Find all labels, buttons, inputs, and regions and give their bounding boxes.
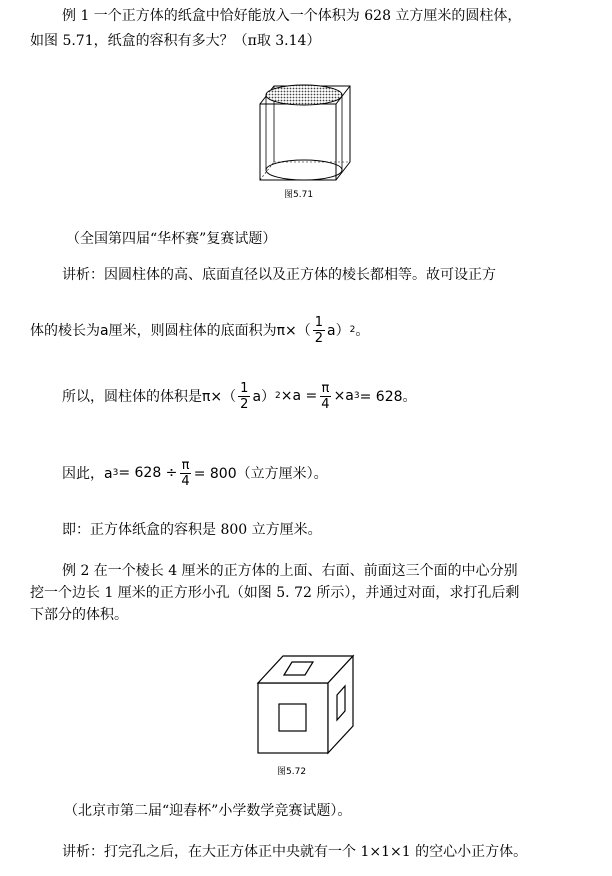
figure-5-72-caption: 图5.72 [277,767,307,777]
example1-analysis-line1: 讲析：因圆柱体的高、底面直径以及正方体的棱长都相等。故可设正方 [62,267,496,283]
figure-5-71-caption: 图5.71 [284,190,314,200]
therefore-end: = 800（立方厘米）。 [193,466,328,482]
vol-mid: a） [252,389,276,405]
therefore-frac-den: 4 [181,473,190,489]
vol-mid2: ×a = [280,388,318,404]
analysis2-frac-den: 2 [314,330,324,346]
vol-frac2-num: π [321,380,330,396]
vol-frac-den: 2 [240,396,249,412]
example1-volume-line: 所以，圆柱体的体积是π×（ $\frac{1}{2}$ a） 2 ×a = $\frac{\pi}{4}$ ×a 3 = 628。 [62,380,417,412]
example1-line2: 如图 5.71，纸盒的容积有多大？（π取 3.14） [30,33,321,49]
figure-5-72 [255,653,355,758]
analysis2-frac-num: 1 [314,314,324,330]
analysis2-post: a） [327,323,350,339]
example2-analysis: 讲析：打完孔之后，在大正方体正中央就有一个 1×1×1 的空心小正方体。 [62,844,528,860]
example2-line1: 例 2 在一个棱长 4 厘米的正方体的上面、右面、前面这三个面的中心分别 [62,563,518,579]
example1-source: （全国第四届“华杯赛”复赛试题） [66,231,277,247]
analysis2-end: 。 [355,323,370,339]
vol-frac2-den: 4 [321,396,330,412]
therefore-fraction [179,458,191,489]
vol-fraction-2 [319,381,331,412]
analysis2-pre: 体的棱长为a厘米，则圆柱体的底面积为π×（ [30,323,311,339]
therefore-pre: 因此，a [62,466,113,482]
example1-line1: 例 1 一个正方体的纸盒中恰好能放入一个体积为 628 立方厘米的圆柱体， [62,8,522,24]
vol-pre: 所以，圆柱体的体积是π×（ [62,389,237,405]
example2-line2: 挖一个边长 1 厘米的正方形小孔（如图 5. 72 所示），并通过对面，求打孔后剩 [30,585,520,601]
analysis2-fraction [313,315,325,346]
vol-end: = 628。 [359,389,417,405]
figure-5-71 [250,78,360,198]
therefore-frac-num: π [181,457,190,473]
example2-line3: 下部分的体积。 [30,607,128,623]
example1-answer: 即：正方体纸盒的容积是 800 立方厘米。 [62,522,322,538]
vol-frac-num: 1 [240,380,249,396]
example1-therefore-line: 因此，a 3 = 628 ÷ $\frac{\pi}{4}$ = 800（立方厘米）。 [62,457,328,489]
therefore-mid: = 628 ÷ [118,465,178,481]
vol-fraction [238,381,250,412]
vol-mid3: ×a [333,388,354,404]
example1-analysis-line2: 体的棱长为a厘米，则圆柱体的底面积为π×（ $\frac{1}{2}$ a） 2 。 [30,314,370,346]
example2-source: （北京市第二届“迎春杯”小学数学竞赛试题）。 [64,803,352,819]
